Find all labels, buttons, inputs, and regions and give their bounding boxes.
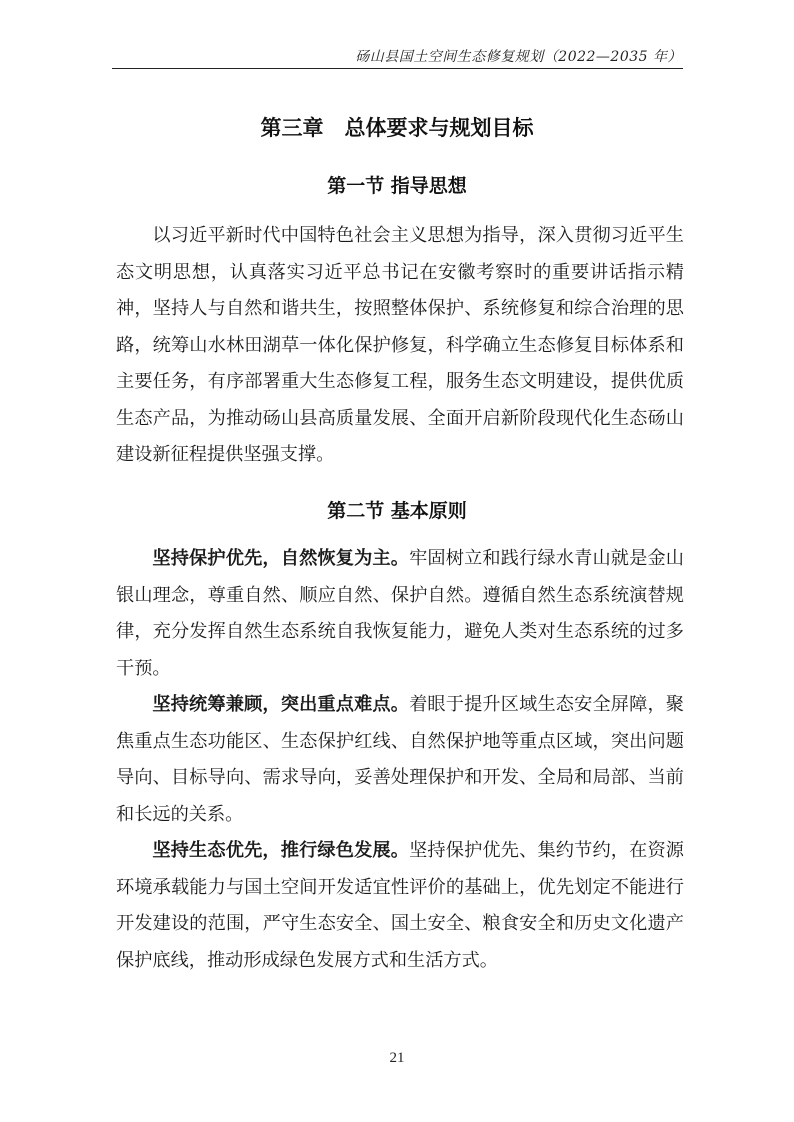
header-rule: [112, 68, 683, 69]
principle-lead: 坚持统筹兼顾，突出重点难点。: [152, 694, 410, 715]
principle-lead: 坚持生态优先，推行绿色发展。: [152, 840, 410, 861]
section-title-basic-principles: 第二节 基本原则: [327, 500, 467, 522]
paragraph-guiding-ideology: 以习近平新时代中国特色社会主义思想为指导，深入贯彻习近平生态文明思想，认真落实习近平总书记在安徽考察时的重要讲话指示精神，坚持人与自然和谐共生，按照整体保护、系统修复和综合治理的思路，统筹山水林田湖草一体化保护修复，科学确立生态修复目标体系和主要任务，有序部署重大生态修复工程，服务生态文明建设，提供优质生态产品，为推动砀山县高质量发展、全面开启新阶段现代化生态砀山建设新征程提供坚强支撑。: [116, 225, 684, 465]
section-title-guiding-ideology: 第一节 指导思想: [327, 175, 467, 197]
principle-body: 着眼于提升区域生态安全屏障，聚焦重点生态功能区、生态保护红线、自然保护地等重点区域，突出问题导向、目标导向、需求导向，妥善处理保护和开发、全局和局部、当前和长远的关系。: [116, 694, 684, 825]
principle-lead: 坚持保护优先，自然恢复为主。: [152, 548, 410, 569]
principle-paragraph: [116, 833, 684, 979]
principle-paragraph: [116, 541, 684, 687]
principle-body: 坚持保护优先、集约节约，在资源环境承载能力与国土空间开发适宜性评价的基础上，优先划定不能进行开发建设的范围，严守生态安全、国土安全、粮食安全和历史文化遗产保护底线，推动形成绿色发展方式和生活方式。: [116, 840, 684, 971]
running-header: 砀山县国土空间生态修复规划（2022—2035 年）: [355, 49, 682, 65]
principle-paragraph: [116, 687, 684, 833]
chapter-title: 第三章 总体要求与规划目标: [260, 116, 534, 140]
principle-body: 牢固树立和践行绿水青山就是金山银山理念，尊重自然、顺应自然、保护自然。遵循自然生态系统演替规律，充分发挥自然生态系统自我恢复能力，避免人类对生态系统的过多干预。: [116, 548, 684, 679]
page-number: 21: [389, 1050, 405, 1066]
